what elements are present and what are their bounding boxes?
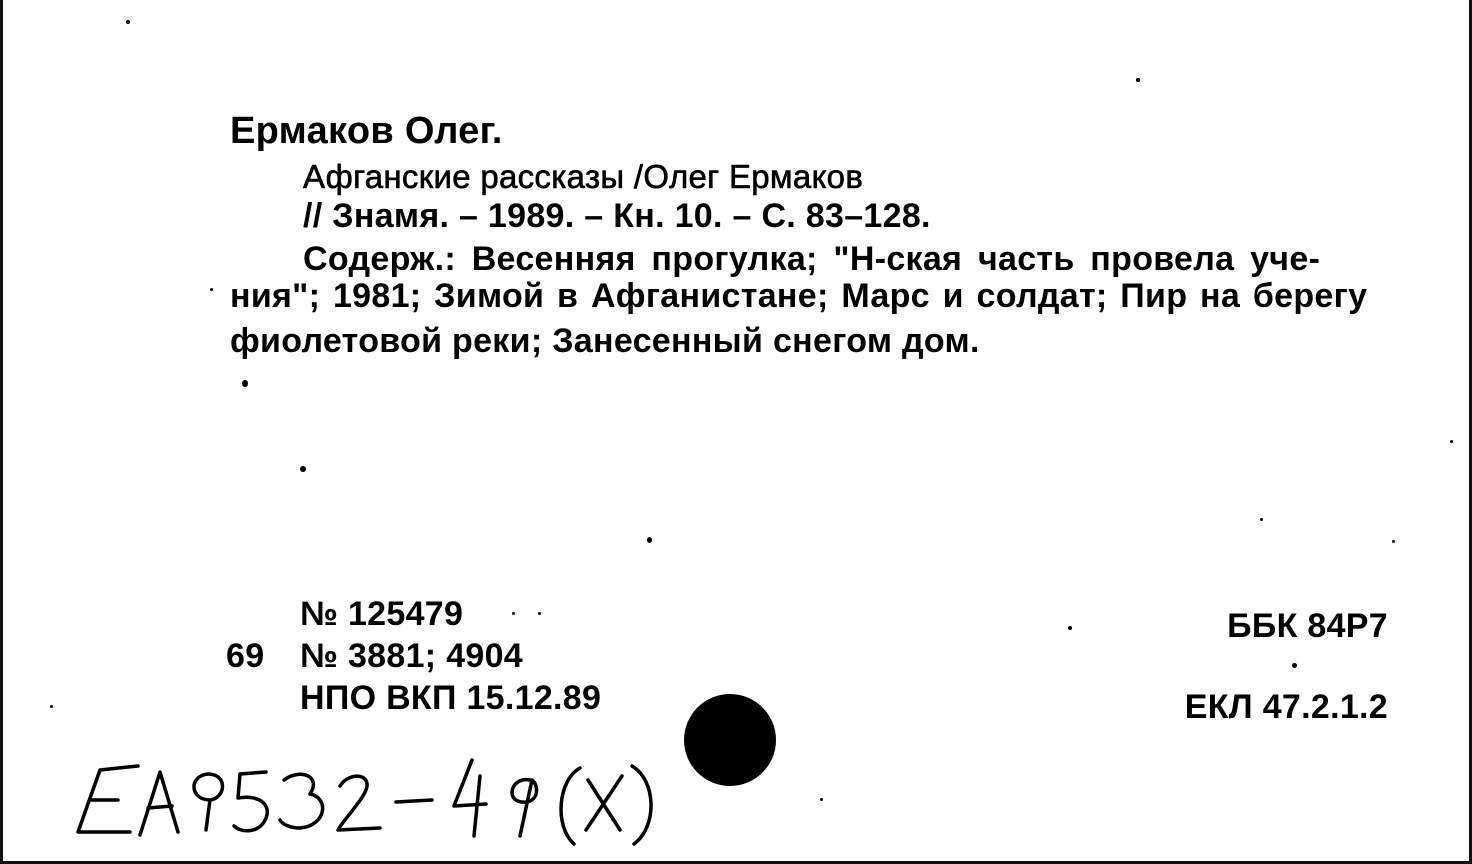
scan-speck xyxy=(512,612,515,615)
contents-line: фиолетовой реки; Занесенный снегом дом. xyxy=(230,322,980,360)
scan-speck xyxy=(1392,540,1395,543)
handwritten-code xyxy=(60,740,680,850)
bbk-classification: ББК 84Р7 xyxy=(1227,607,1388,645)
scan-speck xyxy=(647,537,652,543)
scan-speck xyxy=(1292,663,1297,668)
scan-speck xyxy=(242,380,248,387)
scan-speck xyxy=(50,705,53,708)
contents-line: ния"; 1981; Зимой в Афганистане; Марс и солдат; Пир на берегу xyxy=(230,277,1368,315)
ekl-classification: ЕКЛ 47.2.1.2 xyxy=(1184,688,1388,726)
scan-speck xyxy=(126,20,130,24)
scan-speck xyxy=(1068,626,1072,630)
card-edge-left xyxy=(0,0,3,864)
source-citation: // Знамя. – 1989. – Кн. 10. – С. 83–128. xyxy=(303,197,931,235)
punch-hole xyxy=(684,694,776,786)
npo-stamp: НПО ВКП 15.12.89 xyxy=(300,679,602,717)
scan-speck xyxy=(538,612,541,615)
inventory-number: № 125479 xyxy=(300,595,464,633)
contents-line: Содерж.: Весенняя прогулка; "Н-ская часть провела уче- xyxy=(303,240,1321,278)
scan-speck xyxy=(1136,78,1140,82)
record-numbers: № 3881; 4904 xyxy=(300,637,523,675)
author-heading: Ермаков Олег. xyxy=(230,110,503,152)
work-title: Афганские рассказы /Олег Ермаков xyxy=(303,158,864,195)
scan-speck xyxy=(210,288,213,291)
scan-speck xyxy=(1450,440,1453,443)
shelf-code: 69 xyxy=(226,637,265,675)
scan-speck xyxy=(820,798,823,801)
scan-speck xyxy=(1260,518,1263,521)
scan-speck xyxy=(300,466,306,472)
